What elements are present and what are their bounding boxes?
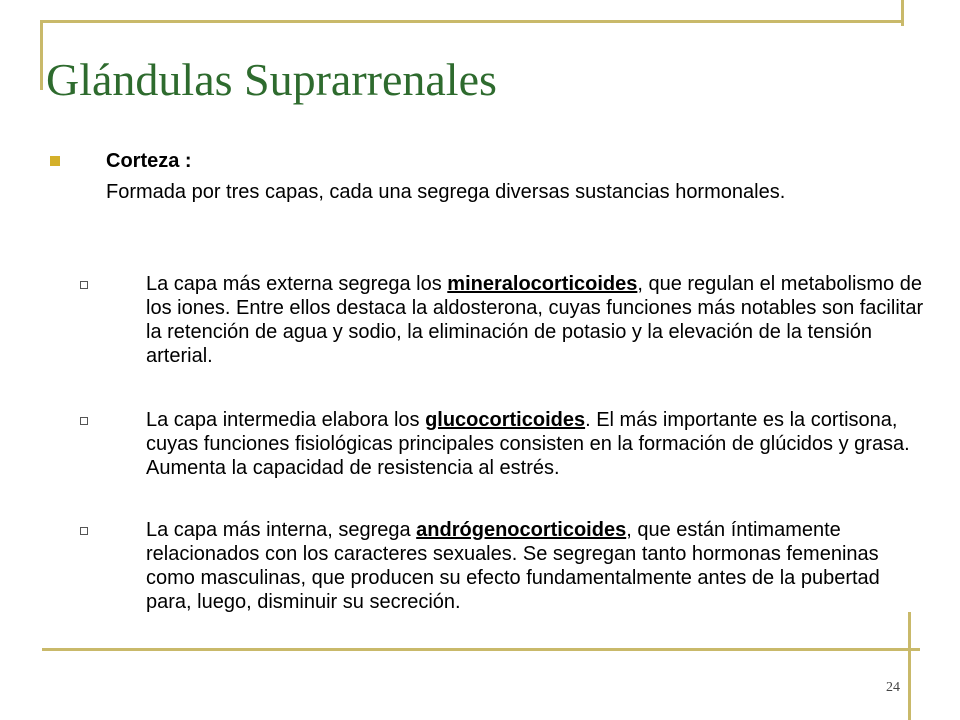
list-item-text-after: . El más importante es la cortisona, cuyas funciones fisiológicas principales consisten en la formación de glúcidos y grasa. Aumenta la capacidad de resistencia al estrés.	[146, 409, 910, 479]
square-bullet-icon	[50, 156, 60, 166]
slide-title: Glándulas Suprarrenales	[46, 54, 497, 105]
section-heading: Corteza :	[106, 150, 192, 172]
list-item-text	[146, 408, 926, 480]
frame-top-rule	[40, 20, 904, 23]
term-androgenocorticoides: andrógenocorticoides	[416, 519, 627, 541]
list-item-text	[146, 518, 926, 614]
hollow-square-bullet-icon	[80, 417, 88, 425]
frame-bottom-rule	[42, 648, 920, 651]
hollow-square-bullet-icon	[80, 527, 88, 535]
frame-right-rule	[901, 0, 904, 26]
frame-left-rule	[40, 20, 43, 90]
list-item-text-before: La capa intermedia elabora los	[146, 409, 426, 431]
frame-right-bottom-rule	[908, 612, 911, 720]
list-item-text-after: , que regulan el metabolismo de los iones. Entre ellos destaca la aldosterona, cuyas funciones más notables son facilitar la retención de agua y sodio, la eliminación de potasio y la elevación de la tensión arterial.	[146, 273, 924, 367]
section-intro: Formada por tres capas, cada una segrega diversas sustancias hormonales.	[106, 181, 786, 203]
hollow-square-bullet-icon	[80, 281, 88, 289]
list-item-text-before: La capa más interna, segrega	[146, 519, 417, 541]
list-item-text	[146, 272, 926, 368]
page-number: 24	[886, 680, 900, 695]
term-glucocorticoides: glucocorticoides	[425, 409, 586, 431]
list-item-text-after: , que están íntimamente relacionados con los caracteres sexuales. Se segregan tanto hormonas femeninas como masculinas, que producen su efecto fundamentalmente antes de la pubertad para, luego, disminuir su secreción.	[146, 519, 880, 613]
list-item-text-before: La capa más externa segrega los	[146, 273, 448, 295]
term-mineralocorticoides: mineralocorticoides	[447, 273, 638, 295]
